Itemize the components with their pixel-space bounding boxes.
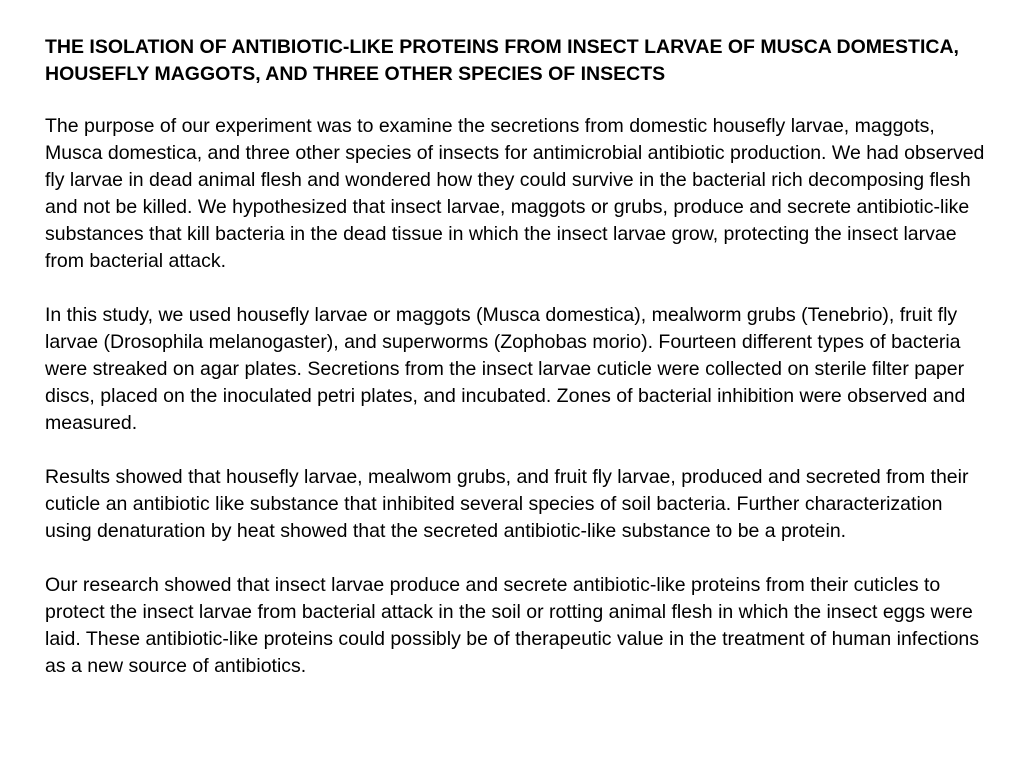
paragraph-results: Results showed that housefly larvae, mealwom grubs, and fruit fly larvae, produced and secreted from their cuticle an antibiotic like substance that inhibited several species of soil bacteria. Further characterization using denaturation by heat showed that the secreted antibiotic-like substance to be a protein. [45,466,969,542]
paragraph-methods: In this study, we used housefly larvae or maggots (Musca domestica), mealworm grubs (Tenebrio), fruit fly larvae (Drosophila melanogaster), and superworms (Zophobas morio). Fourteen different types of bacteria were streaked on agar plates. Secretions from the insect larvae cuticle were collected on sterile filter paper discs, placed on the inoculated petri plates, and incubated. Zones of bacterial inhibition were observed and measured. [45,304,966,434]
document-title: THE ISOLATION OF ANTIBIOTIC-LIKE PROTEINS FROM INSECT LARVAE OF MUSCA DOMESTICA, HOUSEFLY MAGGOTS, AND THREE OTHER SPECIES OF INSECTS [45,36,959,85]
document-page [45,34,990,680]
paragraph-conclusion: Our research showed that insect larvae produce and secrete antibiotic-like proteins from their cuticles to protect the insect larvae from bacterial attack in the soil or rotting animal flesh in which the insect eggs were laid. These antibiotic-like proteins could possibly be of therapeutic value in the treatment of human infections as a new source of antibiotics. [45,574,980,677]
paragraph-purpose: The purpose of our experiment was to examine the secretions from domestic housefly larvae, maggots, Musca domestica, and three other species of insects for antimicrobial antibiotic production. We had observed fly larvae in dead animal flesh and wondered how they could survive in the bacterial rich decomposing flesh and not be killed. We hypothesized that insect larvae, maggots or grubs, produce and secrete antibiotic-like substances that kill bacteria in the dead tissue in which the insect larvae grow, protecting the insect larvae from bacterial attack. [45,115,985,272]
